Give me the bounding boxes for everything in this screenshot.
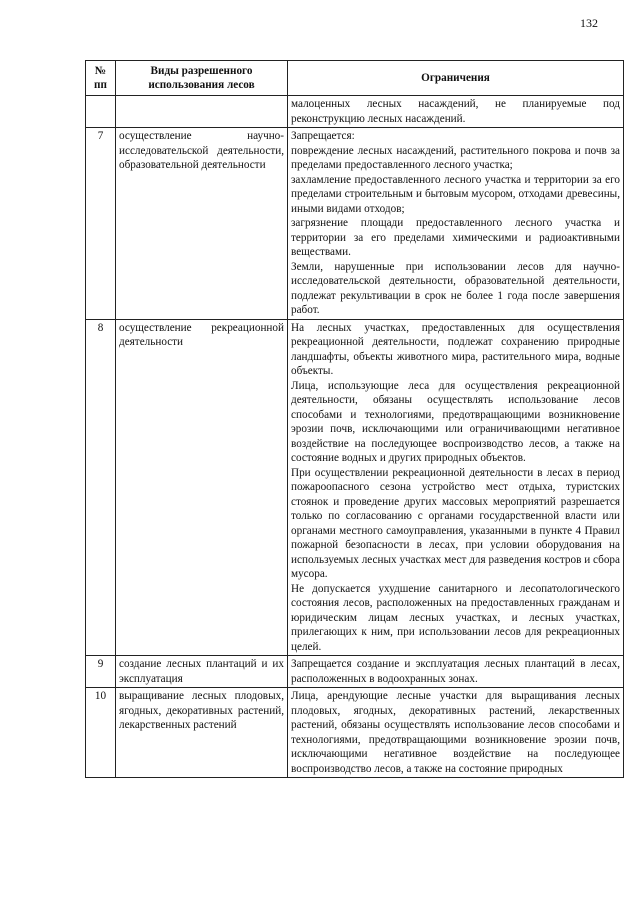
cell-num-empty [86, 96, 116, 128]
page-number: 132 [580, 16, 598, 30]
cell-limits [288, 319, 624, 656]
cell-limits [288, 656, 624, 688]
header-limits: Ограничения [288, 61, 624, 96]
limit-paragraph: При осуществлении рекреационной деятельности в лесах в период пожароопасного сезона устройство мест отдыха, туристских стоянок и проведение других массовых мероприятий разрешается только по согласованию с органами государственной власти или органами местного самоуправления, указанными в пункте 4 Правил пожарной безопасности в лесах, при условии оборудования на используемых лесных участках мест для разведения костров и сбора мусора. [291, 466, 620, 580]
limit-paragraph: захламление предоставленного лесного участка и территории за его пределами строительным и бытовым мусором, отходами древесины, иными видами отходов; [291, 173, 620, 215]
restrictions-table [85, 60, 624, 778]
cell-type: осуществление научно-исследовательской деятельности, образовательной деятельности [116, 128, 288, 320]
limit-paragraph: Запрещается: [291, 130, 355, 142]
table-header-row [86, 61, 624, 96]
cell-num: 7 [86, 128, 116, 320]
limit-paragraph: Не допускается ухудшение санитарного и лесопатологического состояния лесов, расположенных на предоставленных гражданам и юридическим лицам лесных участках, и лесных участках, прилегающих к ним, при использовании лесов для рекреационных целей. [291, 582, 620, 653]
cell-limits [288, 688, 624, 778]
cell-type: осуществление рекреационной деятельности [116, 319, 288, 656]
table-row [86, 128, 624, 320]
cell-num: 10 [86, 688, 116, 778]
header-num: № пп [86, 61, 116, 96]
table-row [86, 319, 624, 656]
limit-paragraph: Запрещается создание и эксплуатация лесных плантаций в лесах, расположенных в водоохранных зонах. [291, 658, 620, 685]
limit-paragraph: Лица, использующие леса для осуществления рекреационной деятельности, обязаны осуществлять использование лесов способами и технологиями, предотвращающими возникновение эрозии почв, исключающими или ограничивающими негативное воздействие на последующее воспроизводство лесов, а также на состояние водных и других природных объектов. [291, 379, 620, 464]
table-row [86, 688, 624, 778]
cell-limits-continuation: малоценных лесных насаждений, не планируемые под реконструкцию лесных насаждений. [288, 96, 624, 128]
cell-type: создание лесных плантаций и их эксплуатация [116, 656, 288, 688]
cell-type-empty [116, 96, 288, 128]
limit-paragraph: Лица, арендующие лесные участки для выращивания лесных плодовых, ягодных, декоративных растений, лекарственных растений, обязаны осуществлять использование лесов способами и технологиями, предотвращающими возникновение эрозии почв, исключающими негативное воздействие на последующее воспроизводство лесов, а также на состояние природных [291, 690, 620, 775]
limit-paragraph: Земли, нарушенные при использовании лесов для научно-исследовательской деятельности, образовательной деятельности, подлежат рекультивации в срок не более 1 года после завершения работ. [291, 260, 620, 316]
limit-paragraph: На лесных участках, предоставленных для осуществления рекреационной деятельности, подлежат сохранению природные ландшафты, объекты животного мира, растительного мира, водные объекты. [291, 321, 620, 377]
limit-paragraph: повреждение лесных насаждений, растительного покрова и почв за пределами предоставленного лесного участка; [291, 144, 620, 171]
table-row-continuation [86, 96, 624, 128]
cell-num: 9 [86, 656, 116, 688]
cell-num: 8 [86, 319, 116, 656]
table-row [86, 656, 624, 688]
cell-type: выращивание лесных плодовых, ягодных, декоративных растений, лекарственных растений [116, 688, 288, 778]
limit-paragraph: загрязнение площади предоставленного лесного участка и территории за его пределами химическими и радиоактивными веществами. [291, 217, 620, 258]
header-type: Виды разрешенного использования лесов [116, 61, 288, 96]
cell-limits [288, 128, 624, 320]
